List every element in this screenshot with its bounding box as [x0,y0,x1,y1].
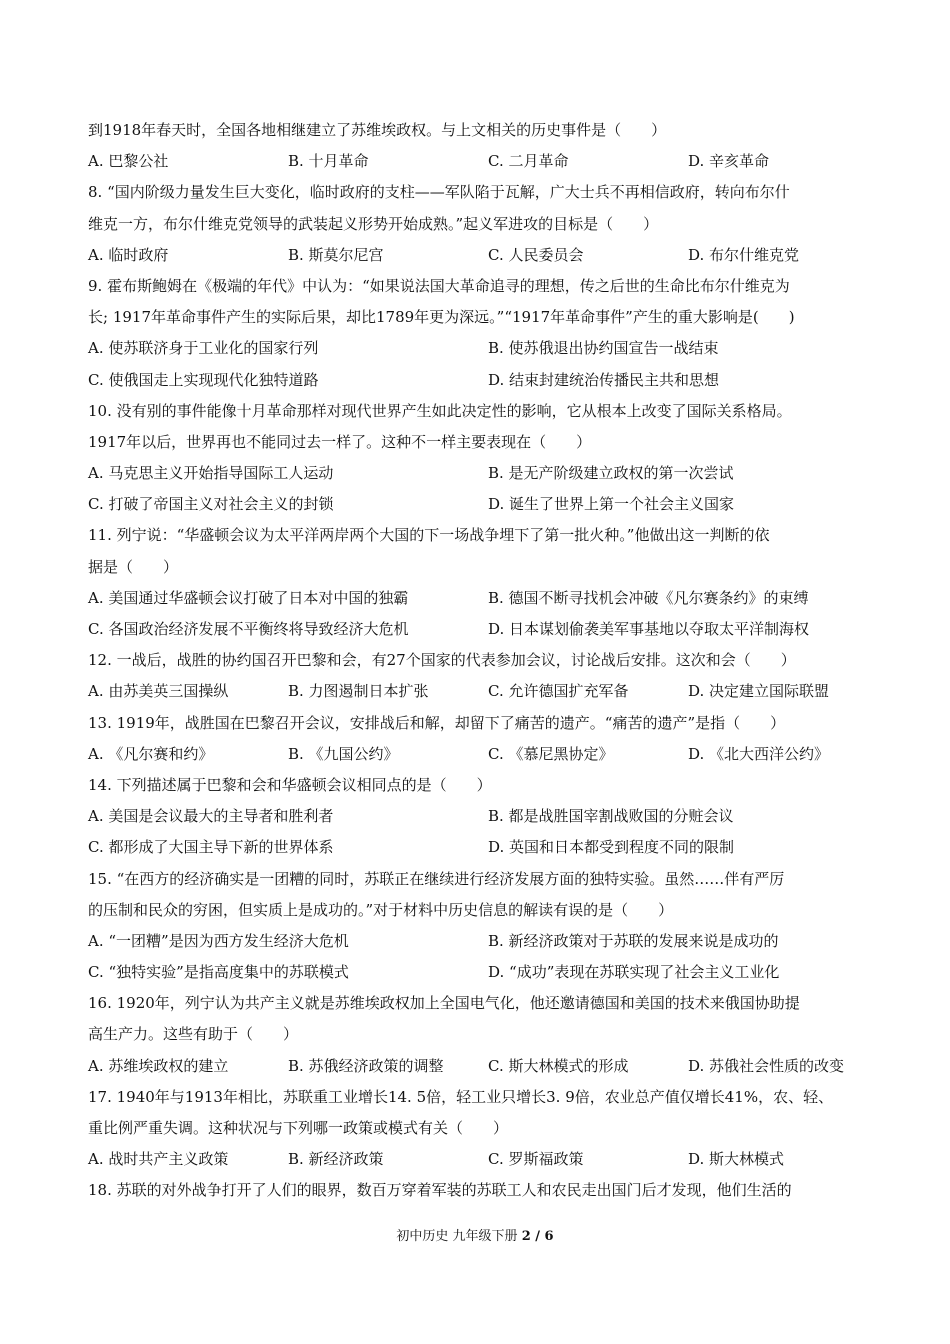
question-17-stem: 17. 1940年与1913年相比，苏联重工业增长14. 5倍，轻工业只增长3. 9倍，农业总产值仅增长41%，农、轻、 [88,1087,834,1106]
question-9-options-row1 [88,333,874,364]
question-8-stem-cont: 维克一方，布尔什维克党领导的武装起义形势开始成熟。”起义军进攻的目标是（ ） [88,214,659,233]
question-9-stem-cont: 长; 1917年革命事件产生的实际后果，却比1789年更为深远。”“1917年革命事件”产生的重大影响是( ) [88,308,795,327]
question-10-options-row2 [88,489,874,520]
question-13-options [88,739,874,770]
footer-course-label: 初中历史 九年级下册 [396,1229,522,1244]
option-d[interactable]: D. 诞生了世界上第一个社会主义国家 [488,495,735,514]
question-15-options-row2 [88,957,874,988]
option-a[interactable]: A. 巴黎公社 [88,152,169,171]
option-a[interactable]: A. 由苏美英三国操纵 [88,682,229,701]
option-d[interactable]: D. 决定建立国际联盟 [688,682,830,701]
option-b[interactable]: B. 《九国公约》 [288,744,399,763]
option-c[interactable]: C. 都形成了大国主导下新的世界体系 [88,838,334,857]
question-9-stem: 9. 霍布斯鲍姆在《极端的年代》中认为：“如果说法国大革命追寻的理想，传之后世的生命比布尔什维克为 [88,276,790,295]
option-d[interactable]: D. 辛亥革命 [688,152,770,171]
question-9-options-row2 [88,365,874,396]
option-c[interactable]: C. 罗斯福政策 [488,1150,584,1169]
question-15-stem: 15. “在西方的经济确实是一团糟的同时，苏联正在继续进行经济发展方面的独特实验。虽然……伴有严厉 [88,869,785,888]
page-number: 2 / 6 [521,1229,554,1244]
option-c[interactable]: C. 打破了帝国主义对社会主义的封锁 [88,495,334,514]
question-18-stem: 18. 苏联的对外战争打开了人们的眼界，数百万穿着军装的苏联工人和农民走出国门后才发现，他们生活的 [88,1181,792,1200]
option-c[interactable]: C. 允许德国扩充军备 [488,682,629,701]
question-15-options-row1 [88,926,874,957]
option-d[interactable]: D. 布尔什维克党 [688,245,800,264]
option-a[interactable]: A. 《凡尔赛和约》 [88,744,214,763]
question-11-stem-cont: 据是（ ） [88,557,179,576]
option-a[interactable]: A. 战时共产主义政策 [88,1150,229,1169]
option-a[interactable]: A. 苏维埃政权的建立 [88,1056,229,1075]
option-d[interactable]: D. 《北大西洋公约》 [688,744,830,763]
option-b[interactable]: B. 苏俄经济政策的调整 [288,1056,444,1075]
option-c[interactable]: C. 二月革命 [488,152,569,171]
question-16-stem-cont: 高生产力。这些有助于（ ） [88,1025,299,1044]
question-8-stem: 8. “国内阶级力量发生巨大变化，临时政府的支柱——军队陷于瓦解，广大士兵不再相信政府，转向布尔什 [88,183,790,202]
question-13-stem: 13. 1919年，战胜国在巴黎召开会议，安排战后和解，却留下了痛苦的遗产。“痛苦的遗产”是指（ ） [88,713,786,732]
option-d[interactable]: D. 结束封建统治传播民主共和思想 [488,370,720,389]
question-14-options-row1 [88,801,874,832]
question-8-options [88,240,874,271]
option-b[interactable]: B. 新经济政策对于苏联的发展来说是成功的 [488,931,779,950]
option-d[interactable]: D. 日本谋划偷袭美军事基地以夺取太平洋制海权 [488,620,810,638]
question-14-options-row2 [88,832,874,863]
question-content [88,115,874,1207]
page-footer [0,1227,950,1247]
question-12-options [88,676,874,707]
question-10-stem-cont: 1917年以后，世界再也不能同过去一样了。这种不一样主要表现在（ ） [88,432,592,451]
option-d[interactable]: D. “成功”表现在苏联实现了社会主义工业化 [488,963,780,982]
option-a[interactable]: A. “一团糟”是因为西方发生经济大危机 [88,931,349,950]
question-14-stem: 14. 下列描述属于巴黎和会和华盛顿会议相同点的是（ ） [88,775,492,794]
option-c[interactable]: C. 各国政治经济发展不平衡终将导致经济大危机 [88,620,409,638]
question-16-options [88,1051,874,1082]
option-d[interactable]: D. 英国和日本都受到程度不同的限制 [488,838,735,857]
question-11-options-row2 [88,614,874,645]
option-b[interactable]: B. 新经济政策 [288,1150,384,1169]
option-c[interactable]: C. 《慕尼黑协定》 [488,744,614,763]
option-b[interactable]: B. 都是战胜国宰割战败国的分赃会议 [488,807,734,826]
question-10-stem: 10. 没有别的事件能像十月革命那样对现代世界产生如此决定性的影响，它从根本上改变了国际关系格局。 [88,401,792,420]
option-a[interactable]: A. 美国是会议最大的主导者和胜利者 [88,807,334,826]
question-7-options [88,146,874,177]
question-16-stem: 16. 1920年，列宁认为共产主义就是苏维埃政权加上全国电气化，他还邀请德国和美国的技术来俄国协助提 [88,994,800,1013]
question-17-options [88,1144,874,1175]
option-a[interactable]: A. 马克思主义开始指导国际工人运动 [88,464,334,483]
option-a[interactable]: A. 临时政府 [88,245,169,264]
option-b[interactable]: B. 力图遏制日本扩张 [288,682,429,701]
option-a[interactable]: A. 美国通过华盛顿会议打破了日本对中国的独霸 [88,588,409,607]
option-a[interactable]: A. 使苏联济身于工业化的国家行列 [88,339,319,358]
question-11-stem: 11. 列宁说：“华盛顿会议为太平洋两岸两个大国的下一场战争埋下了第一批火种。”他做出这一判断的依 [88,526,770,545]
option-d[interactable]: D. 斯大林模式 [688,1150,785,1169]
option-c[interactable]: C. 使俄国走上实现现代化独特道路 [88,370,319,389]
question-11-options-row1 [88,583,874,614]
question-7-stem: 到1918年春天时，全国各地相继建立了苏维埃政权。与上文相关的历史事件是（ ） [88,121,667,139]
option-c[interactable]: C. 人民委员会 [488,245,584,264]
option-b[interactable]: B. 使苏俄退出协约国宣告一战结束 [488,339,719,358]
option-b[interactable]: B. 是无产阶级建立政权的第一次尝试 [488,464,734,483]
question-10-options-row1 [88,458,874,489]
option-d[interactable]: D. 苏俄社会性质的改变 [688,1056,845,1075]
option-c[interactable]: C. “独特实验”是指高度集中的苏联模式 [88,963,349,982]
option-b[interactable]: B. 十月革命 [288,152,369,171]
question-12-stem: 12. 一战后，战胜的协约国召开巴黎和会，有27个国家的代表参加会议，讨论战后安排。这次和会（ ） [88,651,796,670]
question-15-stem-cont: 的压制和民众的穷困，但实质上是成功的。”对于材料中历史信息的解读有误的是（ ） [88,900,674,919]
option-c[interactable]: C. 斯大林模式的形成 [488,1056,629,1075]
question-17-stem-cont: 重比例严重失调。这种状况与下列哪一政策或模式有关（ ） [88,1119,509,1137]
option-b[interactable]: B. 斯莫尔尼宫 [288,245,384,264]
option-b[interactable]: B. 德国不断寻找机会冲破《凡尔赛条约》的束缚 [488,588,809,607]
